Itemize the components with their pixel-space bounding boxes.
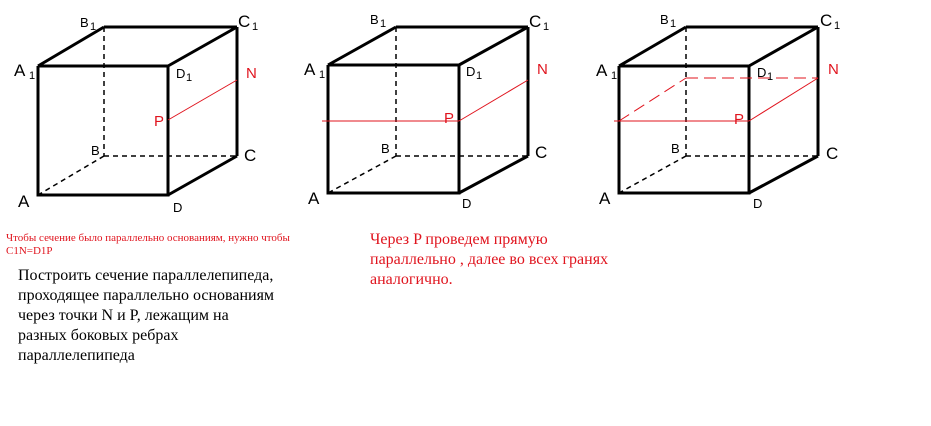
label-A1-sub: 1 <box>29 70 36 82</box>
solution-note: Через P проведем прямую параллельно , далее во всех гранях аналогично. <box>370 231 609 288</box>
cube-figure-1 <box>14 12 258 215</box>
top-edge <box>459 27 528 65</box>
label-P: P <box>734 111 745 128</box>
label-P: P <box>154 113 165 130</box>
label-A: A <box>599 189 611 208</box>
label-C1-sub: 1 <box>834 20 841 32</box>
section-line-pn <box>749 78 818 121</box>
label-D1-sub: 1 <box>476 70 483 82</box>
section-line-pn <box>168 80 237 120</box>
cube-figure-3 <box>596 11 840 211</box>
label-D1: D <box>466 64 476 79</box>
hidden-edge <box>619 156 686 193</box>
label-A1: A <box>14 61 26 80</box>
section-line-pn <box>459 80 528 121</box>
label-B1-sub: 1 <box>90 21 97 33</box>
label-D1-sub: 1 <box>186 72 193 84</box>
label-D1: D <box>757 65 767 80</box>
section-line-left-hidden <box>619 78 686 121</box>
label-C1-sub: 1 <box>252 21 259 33</box>
top-edge <box>168 27 237 66</box>
front-face <box>38 66 168 195</box>
label-B1-sub: 1 <box>380 18 387 30</box>
label-C: C <box>535 143 548 162</box>
label-D1-sub: 1 <box>767 71 774 83</box>
label-B1: B <box>370 12 379 27</box>
bottom-edge <box>459 156 528 193</box>
cube-figure-2 <box>304 12 549 211</box>
label-C: C <box>826 144 839 163</box>
label-A: A <box>308 189 320 208</box>
label-C: C <box>244 146 257 165</box>
label-P: P <box>444 110 455 127</box>
label-D1: D <box>176 66 186 81</box>
hidden-edge <box>38 156 104 195</box>
label-C1: C <box>529 12 542 31</box>
hidden-edge <box>328 156 396 193</box>
label-C1: C <box>820 11 833 30</box>
label-A1: A <box>596 61 608 80</box>
top-edge <box>328 27 396 65</box>
bottom-edge <box>168 156 237 195</box>
condition-note: Чтобы сечение было параллельно основаниям, нужно чтобы C1N=D1P <box>6 232 290 257</box>
task-text: Построить сечение параллелепипеда, проходящее параллельно основаниям через точки N и P, лежащим на разных боковых ребрах параллелепипеда <box>18 267 275 364</box>
label-A: A <box>18 192 30 211</box>
label-B: B <box>381 141 390 156</box>
bottom-edge <box>749 156 818 193</box>
label-N: N <box>828 61 839 78</box>
label-N: N <box>537 61 548 78</box>
label-A1-sub: 1 <box>611 70 618 82</box>
label-C1: C <box>238 12 251 31</box>
front-face <box>619 66 749 193</box>
label-D: D <box>753 196 763 211</box>
label-A1-sub: 1 <box>319 69 326 81</box>
label-B: B <box>671 141 680 156</box>
label-B: B <box>91 143 100 158</box>
label-N: N <box>246 65 257 82</box>
front-face <box>328 65 459 193</box>
label-B1-sub: 1 <box>670 18 677 30</box>
label-A1: A <box>304 60 316 79</box>
label-D: D <box>462 196 472 211</box>
top-edge <box>619 27 686 66</box>
label-B1: B <box>80 15 89 30</box>
label-C1-sub: 1 <box>543 21 550 33</box>
top-edge <box>749 27 818 66</box>
label-B1: B <box>660 12 669 27</box>
label-D: D <box>173 200 183 215</box>
